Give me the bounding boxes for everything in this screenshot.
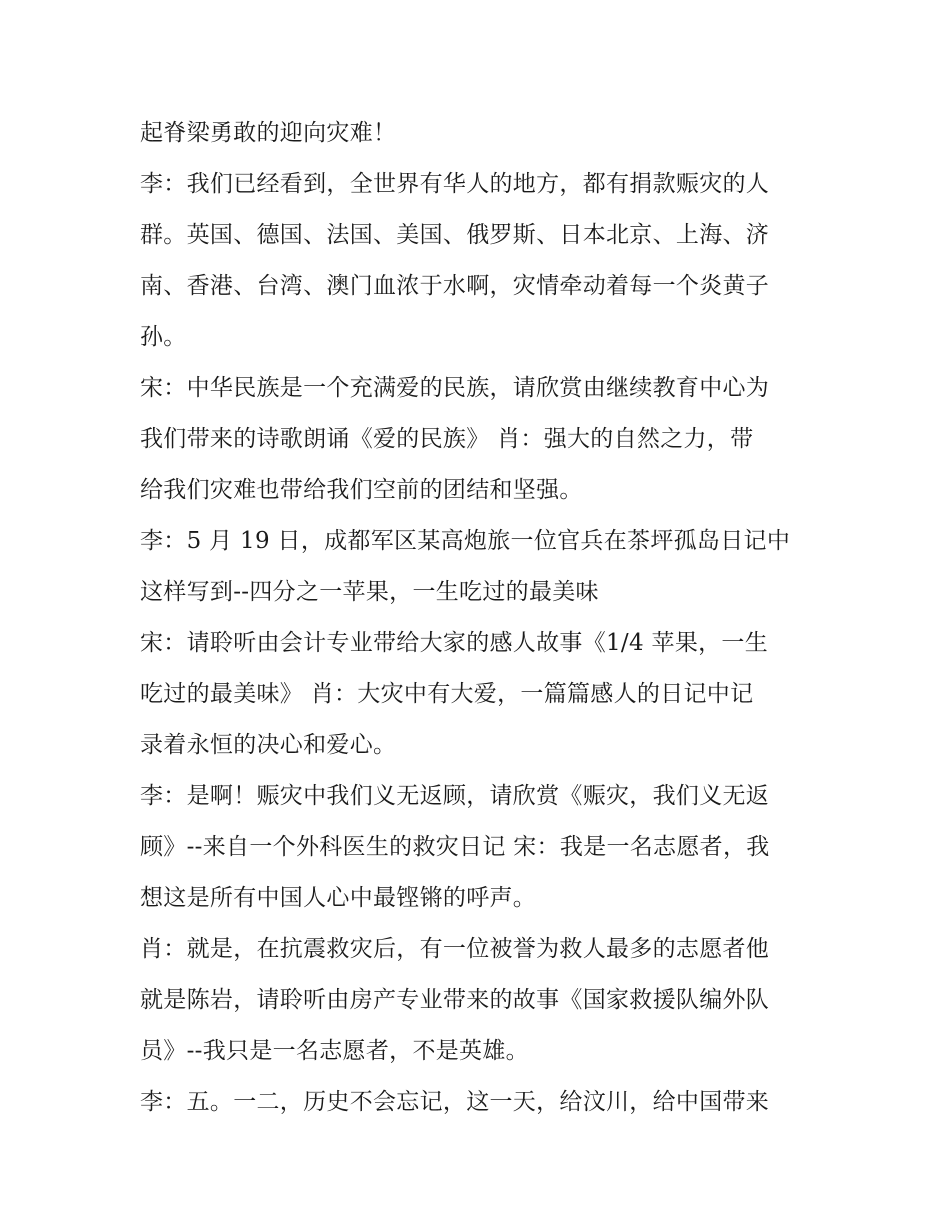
text-line: 吃过的最美味》 肖：大灾中有大爱，一篇篇感人的日记中记 (140, 681, 754, 707)
text-line: 就是陈岩，请聆听由房产专业带来的故事《国家救援队编外队 (140, 987, 770, 1013)
text-line: 李：是啊！赈灾中我们义无返顾，请欣赏《赈灾，我们义无返 (140, 783, 770, 809)
text-line: 员》--我只是一名志愿者，不是英雄。 (140, 1038, 529, 1064)
text-line: 肖：就是，在抗震救灾后，有一位被誉为救人最多的志愿者他 (140, 936, 770, 962)
text-line: 李：5 月 19 日，成都军区某高炮旅一位官兵在茶坪孤岛日记中 (140, 528, 791, 554)
text-line: 起脊梁勇敢的迎向灾难！ (140, 120, 397, 146)
text-line: 李：我们已经看到，全世界有华人的地方，都有捐款赈灾的人 (140, 171, 770, 197)
document-body (140, 108, 840, 1128)
text-line: 这样写到--四分之一苹果，一生吃过的最美味 (140, 579, 599, 605)
text-line: 录着永恒的决心和爱心。 (140, 732, 397, 758)
text-line: 宋：中华民族是一个充满爱的民族，请欣赏由继续教育中心为 (140, 375, 770, 401)
text-line: 我们带来的诗歌朗诵《爱的民族》 肖：强大的自然之力，带 (140, 426, 754, 452)
text-line: 南、香港、台湾、澳门血浓于水啊，灾情牵动着每一个炎黄子 (140, 273, 770, 299)
text-line: 宋：请聆听由会计专业带给大家的感人故事《1/4 苹果，一生 (140, 630, 769, 656)
text-line: 顾》--来自一个外科医生的救灾日记 宋：我是一名志愿者，我 (140, 834, 770, 860)
text-line: 群。英国、德国、法国、美国、俄罗斯、日本北京、上海、济 (140, 222, 770, 248)
text-line: 给我们灾难也带给我们空前的团结和坚强。 (140, 477, 583, 503)
text-line: 孙。 (140, 324, 187, 350)
text-line: 想这是所有中国人心中最铿锵的呼声。 (140, 885, 537, 911)
text-line: 李：五。一二，历史不会忘记，这一天，给汶川，给中国带来 (140, 1089, 770, 1115)
